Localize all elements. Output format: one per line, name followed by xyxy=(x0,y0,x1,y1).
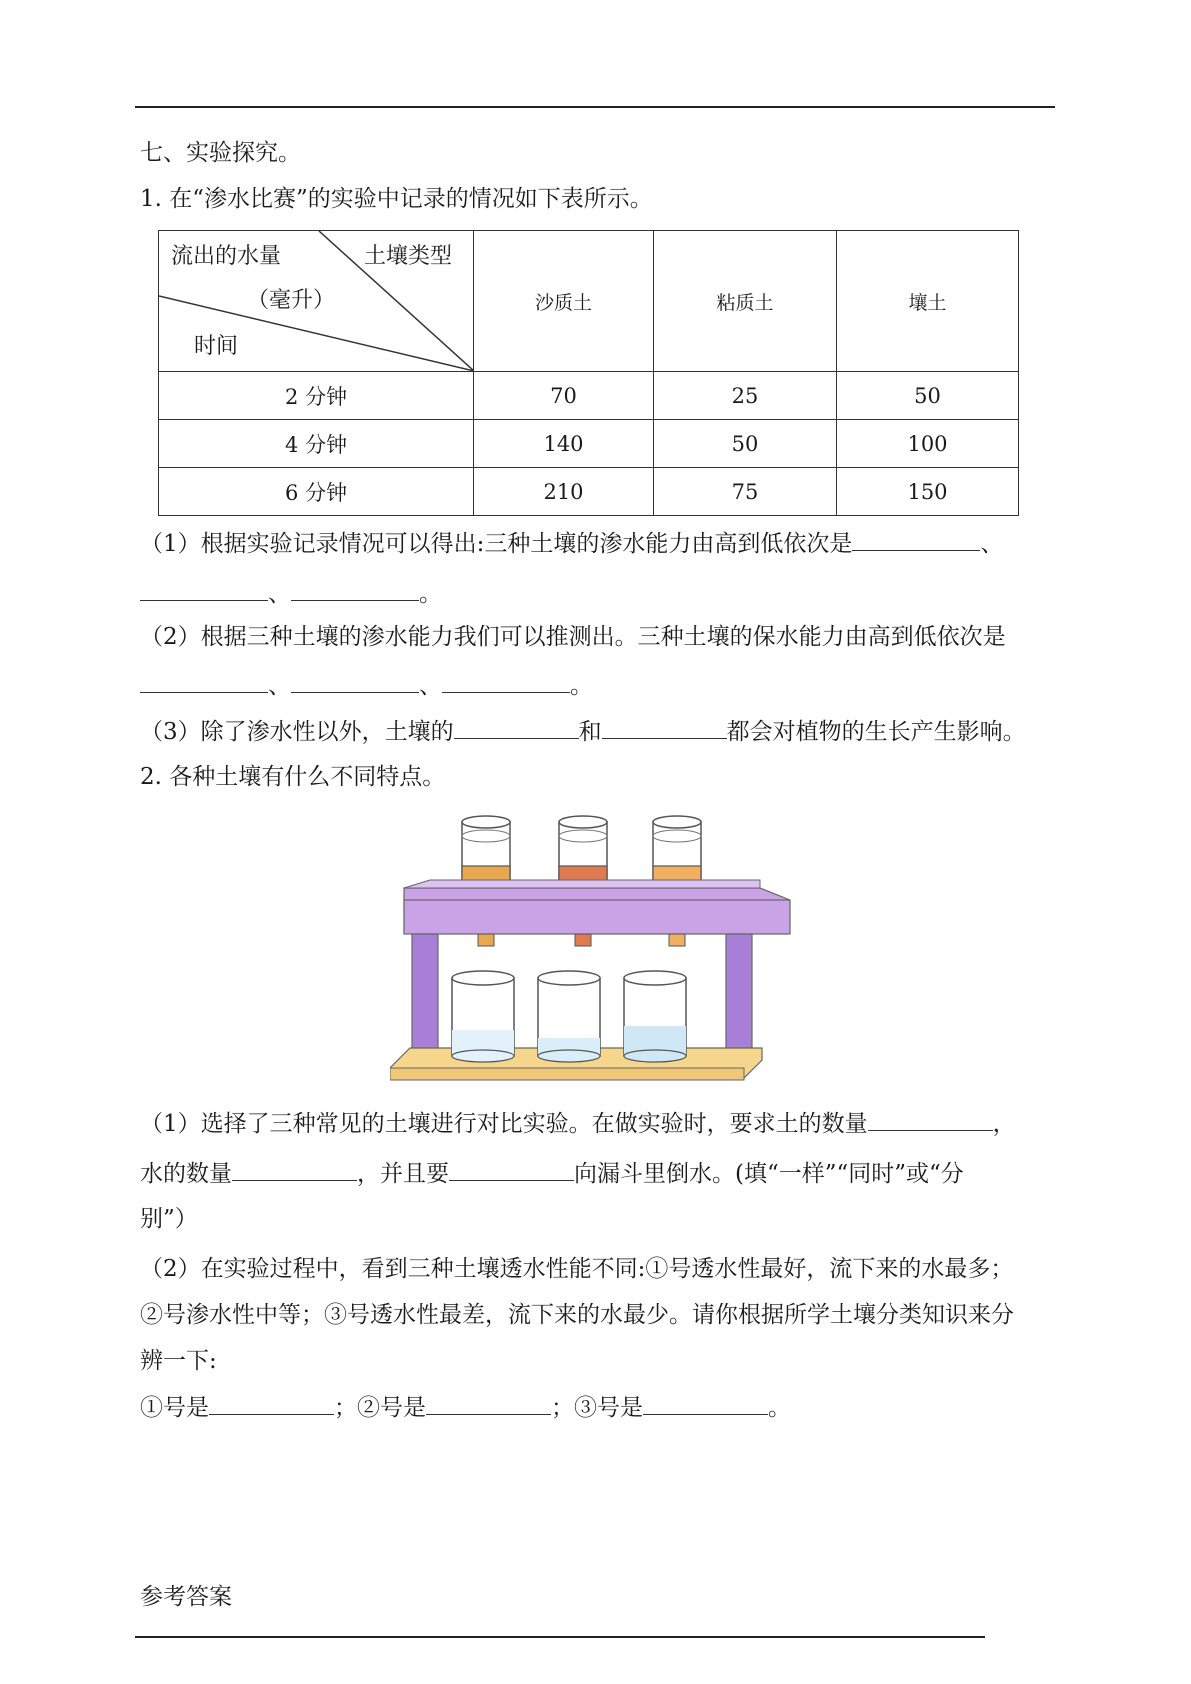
q1-sub3 xyxy=(140,716,1026,747)
q2-sub1-text: （1）选择了三种常见的土壤进行对比实验。在做实验时，要求土的数量 xyxy=(140,1111,868,1137)
answer-blank[interactable] xyxy=(232,1158,357,1181)
answer-blank[interactable] xyxy=(291,578,419,601)
q2-answers xyxy=(140,1392,791,1423)
value-cell: 140 xyxy=(474,420,654,468)
table-row xyxy=(159,468,1019,516)
time-cell: 6 分钟 xyxy=(159,468,474,516)
corner-unit-label: （毫升） xyxy=(247,288,336,313)
column-header: 壤土 xyxy=(837,231,1019,372)
q2-sub2-line3: 辨一下: xyxy=(140,1348,217,1374)
time-cell: 4 分钟 xyxy=(159,420,474,468)
table-corner-cell xyxy=(159,231,474,372)
answer-blank[interactable] xyxy=(291,670,419,693)
answer-blank[interactable] xyxy=(426,1392,551,1415)
separator: 、 xyxy=(268,673,291,699)
value-cell: 210 xyxy=(474,468,654,516)
answer-blank[interactable] xyxy=(602,716,727,739)
answer-blank[interactable] xyxy=(454,716,579,739)
time-cell: 2 分钟 xyxy=(159,372,474,420)
q2-sub1-end: 别”） xyxy=(140,1206,198,1232)
q2-and-label: ，并且要 xyxy=(357,1161,449,1187)
table-row xyxy=(159,372,1019,420)
answer-blank[interactable] xyxy=(209,1392,334,1415)
period: 。 xyxy=(768,1395,791,1421)
q1-sub3-and: 和 xyxy=(578,719,602,745)
answer-blank[interactable] xyxy=(852,528,980,551)
answers-heading: 参考答案 xyxy=(140,1584,232,1610)
q1-sub1-cont xyxy=(140,578,442,609)
q1-sub1 xyxy=(140,528,1003,559)
value-cell: 100 xyxy=(837,420,1019,468)
q2-fill-hint: 向漏斗里倒水。(填“一样”“同时”或“分 xyxy=(574,1161,964,1187)
section-title: 七、实验探究。 xyxy=(140,140,301,166)
header-rule xyxy=(135,106,1055,108)
funnel-spouts xyxy=(478,934,685,946)
q1-sub3-text: （3）除了渗水性以外，土壤的 xyxy=(140,719,454,745)
q2-sub1 xyxy=(140,1108,1016,1139)
q2-sub2-line1: （2）在实验过程中，看到三种土壤透水性能不同:①号透水性最好，流下来的水最多； xyxy=(140,1256,1014,1282)
answer-label-3: ；③号是 xyxy=(551,1395,643,1421)
value-cell: 50 xyxy=(654,420,837,468)
q1-sub2-cont xyxy=(140,670,593,701)
value-cell: 150 xyxy=(837,468,1019,516)
answer-label-1: ①号是 xyxy=(140,1395,209,1421)
corner-water-label: 流出的水量 xyxy=(171,244,282,269)
shelf-leg-right xyxy=(726,934,752,1066)
answer-blank[interactable] xyxy=(140,578,268,601)
beaker-3 xyxy=(624,971,686,1062)
beaker-2 xyxy=(538,971,600,1062)
period: 。 xyxy=(419,581,442,607)
answer-blank[interactable] xyxy=(449,1158,574,1181)
infiltration-table xyxy=(158,230,1019,516)
q1-intro: 1. 在“渗水比赛”的实验中记录的情况如下表所示。 xyxy=(140,186,653,212)
answer-blank[interactable] xyxy=(140,670,268,693)
q1-sub1-text: （1）根据实验记录情况可以得出:三种土壤的渗水能力由高到低依次是 xyxy=(140,531,853,557)
soil-experiment-illustration xyxy=(390,800,810,1082)
answer-label-2: ；②号是 xyxy=(334,1395,426,1421)
q2-water-label: 水的数量 xyxy=(140,1161,232,1187)
value-cell: 25 xyxy=(654,372,837,420)
answer-blank[interactable] xyxy=(643,1392,768,1415)
value-cell: 50 xyxy=(837,372,1019,420)
beaker-1 xyxy=(452,971,514,1062)
value-cell: 75 xyxy=(654,468,837,516)
corner-soil-type-label: 土壤类型 xyxy=(364,244,453,269)
answer-blank[interactable] xyxy=(868,1108,993,1131)
q1-sub3-end: 都会对植物的生长产生影响。 xyxy=(726,719,1026,745)
q1-sub2: （2）根据三种土壤的渗水能力我们可以推测出。三种土壤的保水能力由高到低依次是 xyxy=(140,624,1006,650)
q2-sub2-line2: ②号渗水性中等；③号透水性最差，流下来的水最少。请你根据所学土壤分类知识来分 xyxy=(140,1302,1014,1328)
value-cell: 70 xyxy=(474,372,654,420)
footer-rule xyxy=(135,1636,985,1638)
separator: 、 xyxy=(419,673,442,699)
q2-sub1-cont xyxy=(140,1158,964,1189)
table-row xyxy=(159,420,1019,468)
column-header: 沙质土 xyxy=(474,231,654,372)
answer-blank[interactable] xyxy=(442,670,570,693)
q2-intro: 2. 各种土壤有什么不同特点。 xyxy=(140,764,446,790)
comma: ， xyxy=(992,1111,1016,1137)
period: 。 xyxy=(570,673,593,699)
separator: 、 xyxy=(980,531,1004,557)
separator: 、 xyxy=(268,581,291,607)
corner-time-label: 时间 xyxy=(194,334,239,359)
column-header: 粘质土 xyxy=(654,231,837,372)
